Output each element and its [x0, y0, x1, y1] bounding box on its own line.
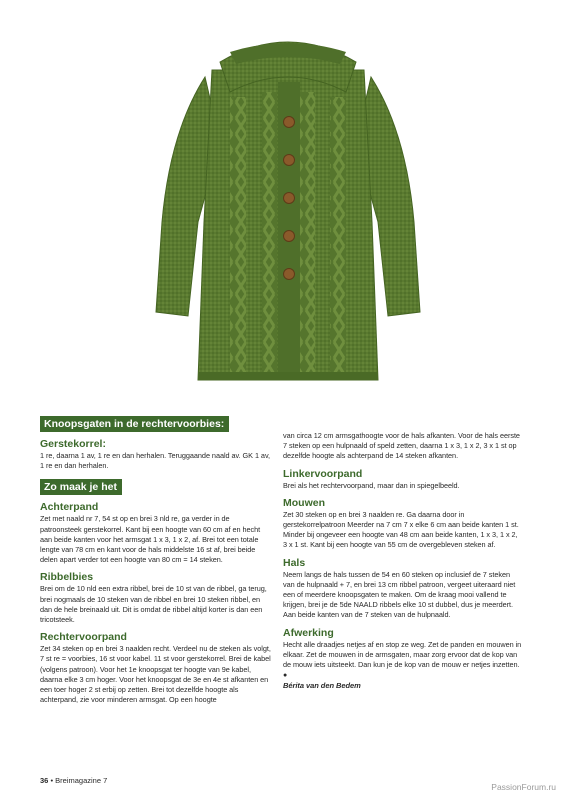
left-column: [40, 414, 272, 711]
footer-bullet: •: [50, 776, 54, 785]
achterpand-text: Zet met naald nr 7, 54 st op en brei 3 nld re, ga verder in de patroonsteek gerstekorrel. Kant bij een hoogte van 60 cm af en hecht aan beide kanten voor het armsgat 1 x 3, 1 x 2, af. Brei tot een totale lengte van 78 cm en kant voor de hals middelste 16 st af, brei beide delen apart verder tot een hoogte van 80 cm = 14 steken.: [40, 514, 261, 565]
gerstekorrel-title: Gerstekorrel:: [40, 438, 106, 450]
mouwen-text: Zet 30 steken op en brei 3 naalden re. Ga daarna door in gerstekorrelpatroon Meerder na 7 cm 7 x elke 6 cm aan beide kanten 1 st. Minder bij ongeveer een hoogte van 48 cm aan beide kanten, 1 x 3, 1 x 2, 3 x 1 st. Kant bij een hoogte van 55 cm de overgebleven steken af.: [283, 509, 519, 550]
section-afwerking: [283, 627, 523, 692]
section-gerstekorrel: [40, 438, 272, 471]
section-achterpand: [40, 501, 272, 565]
section-mouwen: [283, 497, 523, 551]
mouwen-title: Mouwen: [283, 496, 325, 509]
hals-text: Neem langs de hals tussen de 54 en 60 steken op inclusief de 7 steken van de hulpnaald + 7, en brei 13 cm ribbel patroon, vergeet uiteraard niet een of meerdere knoopsgaten te maken. Om de kraag mooi vallend te krijgen, brei je de 5de NAALD ribbels elke 10 st dubbel, dus je meerdert. Aan beide kanten van de 7 steken van de hulpnaald.: [283, 569, 516, 620]
section-rechtervoorpand: [40, 631, 272, 705]
banner-zo-maak-je-het: Zo maak je het: [40, 479, 122, 495]
end-mark-icon: ●: [283, 672, 288, 680]
rechtervoorpand-title: Rechtervoorpand: [40, 631, 127, 644]
banner-knoopsgaten: Knoopsgaten in de rechtervoorbies:: [40, 416, 229, 432]
afwerking-body: Hecht alle draadjes netjes af en stop ze weg. Zet de panden en mouwen in elkaar. Zet de mouwen in de armsgaten, maar zorg ervoor dat de kop van de mouw iets uitsteekt. Dan kun je de kop van de mouw er netjes inzetten.: [283, 639, 522, 670]
hals-title: Hals: [283, 556, 306, 569]
ribbelbies-title: Ribbelbies: [40, 571, 94, 584]
page-footer: [40, 776, 107, 785]
page-number: 36: [40, 776, 49, 785]
afwerking-title: Afwerking: [283, 626, 334, 639]
watermark: PassionForum.ru: [491, 782, 556, 792]
magazine-name: Breimagazine 7: [55, 776, 108, 785]
linkervoorpand-text: Brei als het rechtervoorpand, maar dan in spiegelbeeld.: [283, 480, 460, 490]
cardigan-photo: [150, 22, 426, 392]
section-linkervoorpand: [283, 468, 523, 491]
afwerking-text: [283, 640, 523, 692]
author-name: Bérita van den Bedem: [283, 681, 361, 691]
right-column: [283, 431, 523, 693]
ribbelbies-text: Brei om de 10 nld een extra ribbel, brei de 10 st van de ribbel, ga terug, brei nogmaals de 10 steken van de ribbel en brei 10 steken ribbel, en dan de hele breinaald uit. Dit is omdat de ribbel altijd korter is dan een tricotsteek.: [40, 584, 267, 625]
section-ribbelbies: [40, 571, 272, 625]
achterpand-title: Achterpand: [40, 501, 99, 514]
continued-text: van circa 12 cm armsgathoogte voor de hals afkanten. Voor de hals eerste 7 steken op een hulpnaald of speld zetten, daarna 1 x 3, 1 x 2, 3 x 1 st op dezelfde hoogte als achterpand de 14 steken afkanten.: [283, 431, 520, 461]
section-hals: [283, 557, 523, 621]
gerstekorrel-text: 1 re, daarna 1 av, 1 re en dan herhalen. Teruggaande naald av. GK 1 av, 1 re en dan herhalen.: [40, 451, 270, 471]
linkervoorpand-title: Linkervoorpand: [283, 467, 363, 480]
rechtervoorpand-text: Zet 34 steken op en brei 3 naalden recht. Verdeel nu de steken als volgt, 7 st re = voorbies, 16 st voor kabel. 11 st voor gerstekorrel. Brei de kabel (volgens patroon). Voor het 1e knoopsgat ter hoogte van 9e kabel, daarna elke 3 cm hoger. Voor het knoopsgat de 3e en 4e st afkanten en een toer hoger 2 st erbij op zetten. Brei tot dezelfde hoogte als achterpand, zie voor minderen armsgat. Op een hoogte: [40, 644, 271, 705]
